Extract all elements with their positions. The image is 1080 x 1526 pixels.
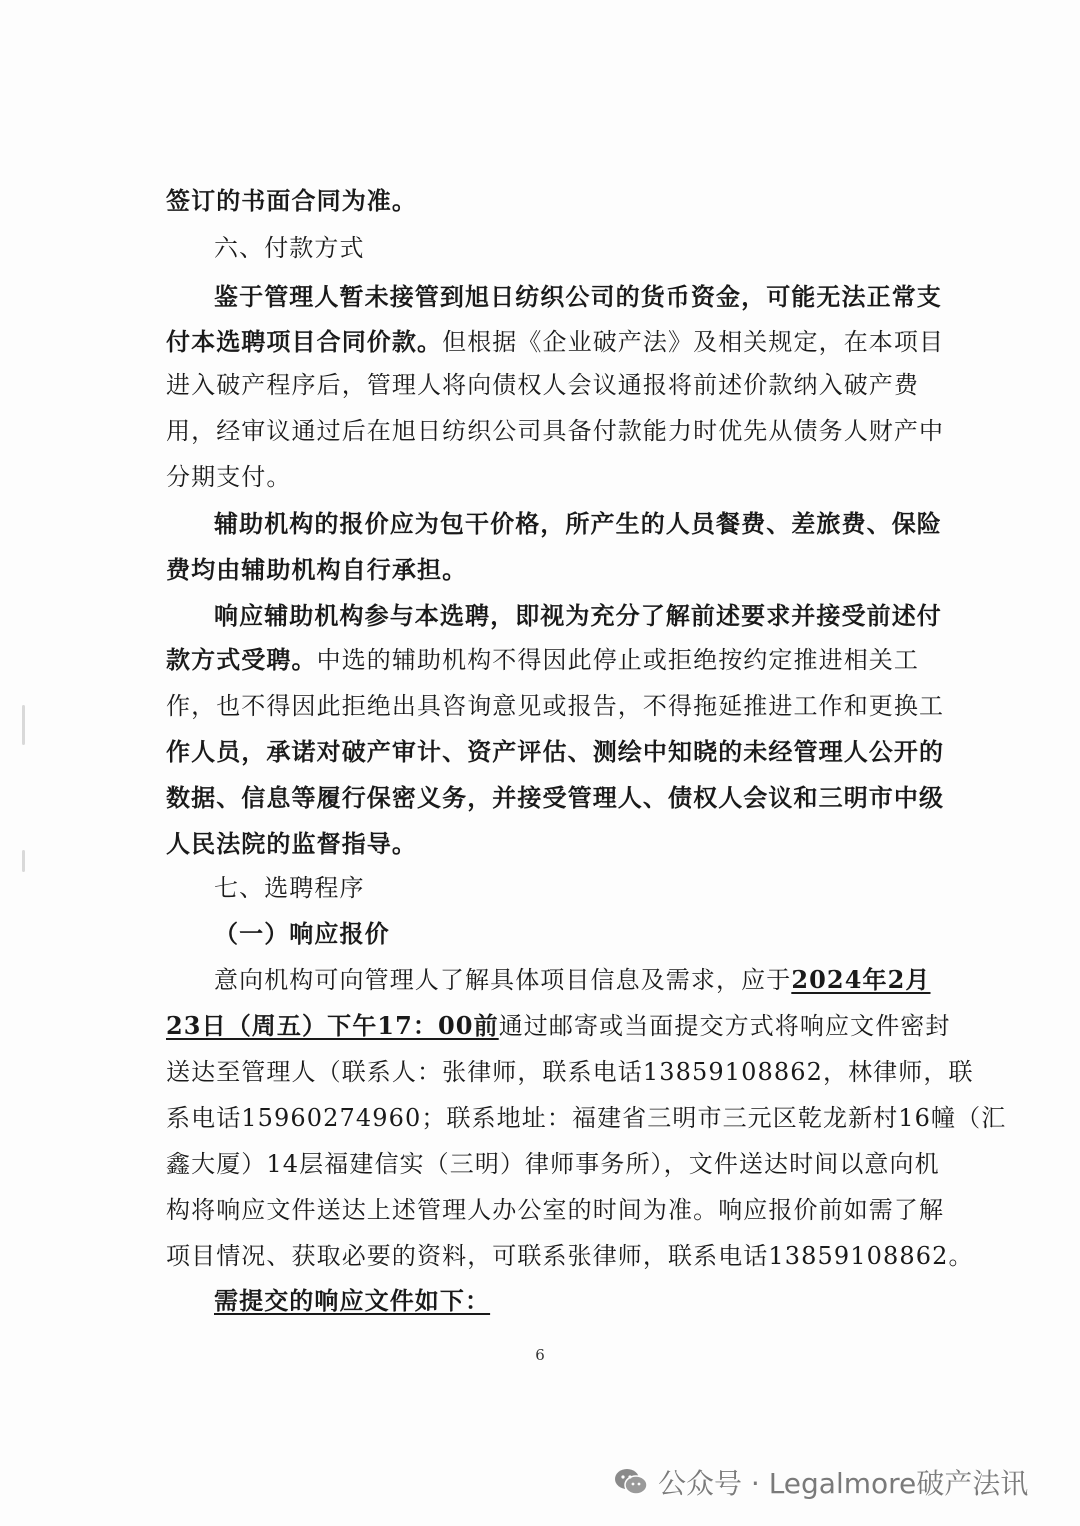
text-line: 响应辅助机构参与本选聘，即视为充分了解前述要求并接受前述付 bbox=[214, 601, 942, 630]
deadline-time: 23日（周五）下午17：00前 bbox=[166, 1011, 499, 1040]
text-line: 系电话15960274960；联系地址：福建省三明市三元区乾龙新村16幢（汇 bbox=[166, 1104, 1007, 1132]
text-line: 人民法院的监督指导。 bbox=[166, 829, 417, 858]
text-line: 签订的书面合同为准。 bbox=[166, 186, 417, 215]
deadline-date: 2024年2月 bbox=[791, 965, 931, 994]
page-number: 6 bbox=[535, 1346, 545, 1364]
text-line: 送达至管理人（联系人：张律师，联系电话13859108862，林律师，联 bbox=[166, 1058, 974, 1086]
text-line: 作人员，承诺对破产审计、资产评估、测绘中知晓的未经管理人公开的 bbox=[166, 737, 945, 766]
text-line: 分期支付。 bbox=[166, 463, 292, 491]
subsection-heading-quote: （一）响应报价 bbox=[214, 919, 390, 948]
text-span: 中选的辅助机构不得因此停止或拒绝按约定推进相关工 bbox=[316, 646, 920, 674]
text-line: 用，经审议通过后在旭日纺织公司具备付款能力时优先从债务人财产中 bbox=[166, 417, 945, 445]
section-heading-payment: 六、付款方式 bbox=[214, 234, 365, 262]
text-line bbox=[166, 643, 922, 677]
text-span: 意向机构可向管理人了解具体项目信息及需求，应于 bbox=[214, 966, 792, 994]
text-line bbox=[166, 325, 945, 359]
watermark-text: 公众号 · Legalmore破产法讯 bbox=[658, 1467, 1029, 1500]
text-line: 项目情况、获取必要的资料，可联系张律师，联系电话13859108862。 bbox=[166, 1242, 974, 1270]
section-heading-procedure: 七、选聘程序 bbox=[214, 874, 365, 902]
text-line: 费均由辅助机构自行承担。 bbox=[166, 555, 468, 584]
text-line: 构将响应文件送达上述管理人办公室的时间为准。响应报价前如需了解 bbox=[166, 1196, 945, 1224]
text-line bbox=[214, 963, 931, 997]
text-line: 辅助机构的报价应为包干价格，所产生的人员餐费、差旅费、保险 bbox=[214, 509, 942, 538]
text-span: 通过邮寄或当面提交方式将响应文件密封 bbox=[498, 1012, 951, 1040]
text-line: 鑫大厦）14层福建信实（三明）律师事务所），文件送达时间以意向机 bbox=[166, 1150, 940, 1178]
text-line: 进入破产程序后，管理人将向债权人会议通报将前述价款纳入破产费 bbox=[166, 371, 919, 399]
scan-artifact bbox=[22, 850, 25, 872]
text-span: 款方式受聘。 bbox=[166, 645, 317, 674]
text-line: 数据、信息等履行保密义务，并接受管理人、债权人会议和三明市中级 bbox=[166, 783, 945, 812]
response-documents-heading: 需提交的响应文件如下： bbox=[214, 1286, 491, 1315]
text-span: 付本选聘项目合同价款。 bbox=[166, 327, 443, 356]
wechat-icon bbox=[614, 1467, 648, 1497]
scan-artifact bbox=[22, 705, 25, 745]
text-line: 鉴于管理人暂未接管到旭日纺织公司的货币资金，可能无法正常支 bbox=[214, 282, 942, 311]
text-span: 但根据《企业破产法》及相关规定，在本项目 bbox=[442, 328, 945, 356]
watermark bbox=[614, 1460, 1028, 1504]
text-line bbox=[166, 1009, 951, 1043]
text-line: 作，也不得因此拒绝出具咨询意见或报告，不得拖延推进工作和更换工 bbox=[166, 692, 945, 720]
